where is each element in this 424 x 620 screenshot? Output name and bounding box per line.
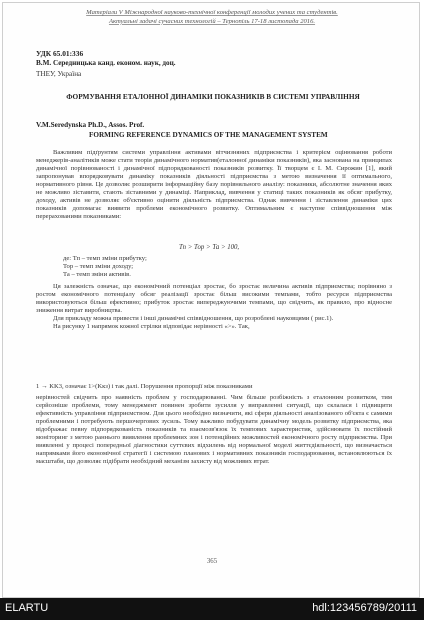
paragraph-4: нерівностей свідчить про наявність проблем у господарюванні. Чим більше розбіжність з еталонним розвитком, тим серйозніше проблеми, тому менеджмент повинен зробити зусилля у виправленні ситуації, що склалася і підвищити ефективність управління підприємством. Для цього необхідно визначити, які сфери діяльності аналізованого об'єкта є самими проблемними і потребують першочергових зусиль. Тому важливо побудувати динамічну модель розвитку підприємства, яка відображає певну підпорядкованість показників та взаємозв'язок їх темпових характеристик, здійснювати їх постійний моніторинг з метою раннього виявлення проблемних зон і потенційних можливостей економічного росту підприємства. При виявленні у процесі попередньої діагностики суттєвих відхилень від нормальної моделі життєдіяльності, що визначається напрямками його економічної стратегії і системою планових і нормативних показників господарювання, встановлюються їх масштаби, що дозволяє підібрати необхідний механізм захисту від можливих втрат. [36,394,392,466]
paragraph-group-3 [36,394,392,466]
page-number: 365 [206,558,218,565]
paragraph-intro [36,149,392,221]
legend-line-2: Тор – темп зміни доходу; [63,263,134,271]
paragraph-1: Важливим підґрунтям системи управління активами вітчизняних підприємства і критерієм оцінювання роботи менеджерів-аналітиків може стати теорія динамічного норматив(еталонної динаміки показників), яка заснована на принципах динамічної порівнюваності і динамічної підпорядкованості показників розвитку. Її творцем є І. М. Сирожин [1], який запропонував впорядковувати динаміку показників діяльності підприємства з метою визначення її оптимального, нормативного рівня. Це дозволяє розширити інформаційну базу порівняльного аналізу: показники, абсолютне значення яких не можливо зіставити, стають зіставними у динаміці. Наприклад, вивчення у статиці таких показників як обсяг прибутку, доходу, активів не дозволяє об'єктивно оцінити діяльність підприємства. Однак вивчення і зіставлення динаміки цих показників допомагає виявити проблеми економічного розвитку. Оптимальним є наступне співвідношення між перерахованими показниками: [36,149,392,221]
paragraph-2: Ця залежність означає, що економічний потенціал зростає, бо зростає величина активів підприємства; порівняно з ростом економічного потенціалу обсяг реалізації зростає більш високими темпами, тобто ресурси підприємства використовуються більш ефективно; прибуток зростає випереджуючими темпами, що свідчить, як правило, про відносне зниження витрат виробництва. [36,283,392,315]
viewer-footer [0,598,424,620]
conference-line-2: Актуальні задачі сучасних технологій – Тернопіль 17-18 листопада 2016. [108,17,316,25]
author-english: V.M.Seredynska Ph.D., Assos. Prof. [36,121,145,129]
paragraph-4-start: На рисунку 1 напрямок кожної стрілки відповідає нерівності «>». Так, [53,323,250,331]
document-page [2,2,420,598]
udk-code: УДК 65.01:336 [36,49,84,58]
formula: Тп > Тор > Та > 100, [179,244,240,251]
legend-line-3: Та – темп зміни активів. [63,271,131,279]
conference-header [3,9,421,26]
title-ukrainian: ФОРМУВАННЯ ЕТАЛОННОЇ ДИНАМІКИ ПОКАЗНИКІВ В СИСТЕМІ УПРАВЛІННЯ [66,92,360,101]
repository-name: ELARTU [5,602,49,614]
title-english: FORMING REFERENCE DYNAMICS OF THE MANAGEMENT SYSTEM [89,131,328,139]
inline-math-line: 1 → KK3, означає 1>(Kкз) і так далі. Порушення пропорції між показниками [36,383,253,390]
handle-id: hdl:123456789/20111 [312,602,417,614]
author-ukrainian: В.М. Середницька канд. економ. наук, доц. [36,59,176,67]
conference-line-1: Матеріали V Міжнародної науково-технічної конференції молодих учених та студентів. [86,9,338,16]
paragraph-3: Для прикладу можна привести і інші динамічні співвідношення, що розроблені науковцями ( рис.1). [53,315,334,323]
paragraph-group-2 [36,283,392,331]
formula-legend [63,255,147,280]
organization: ТНЕУ, Україна [36,70,82,78]
legend-line-1: де: Тп – темп зміни прибутку; [63,255,147,262]
